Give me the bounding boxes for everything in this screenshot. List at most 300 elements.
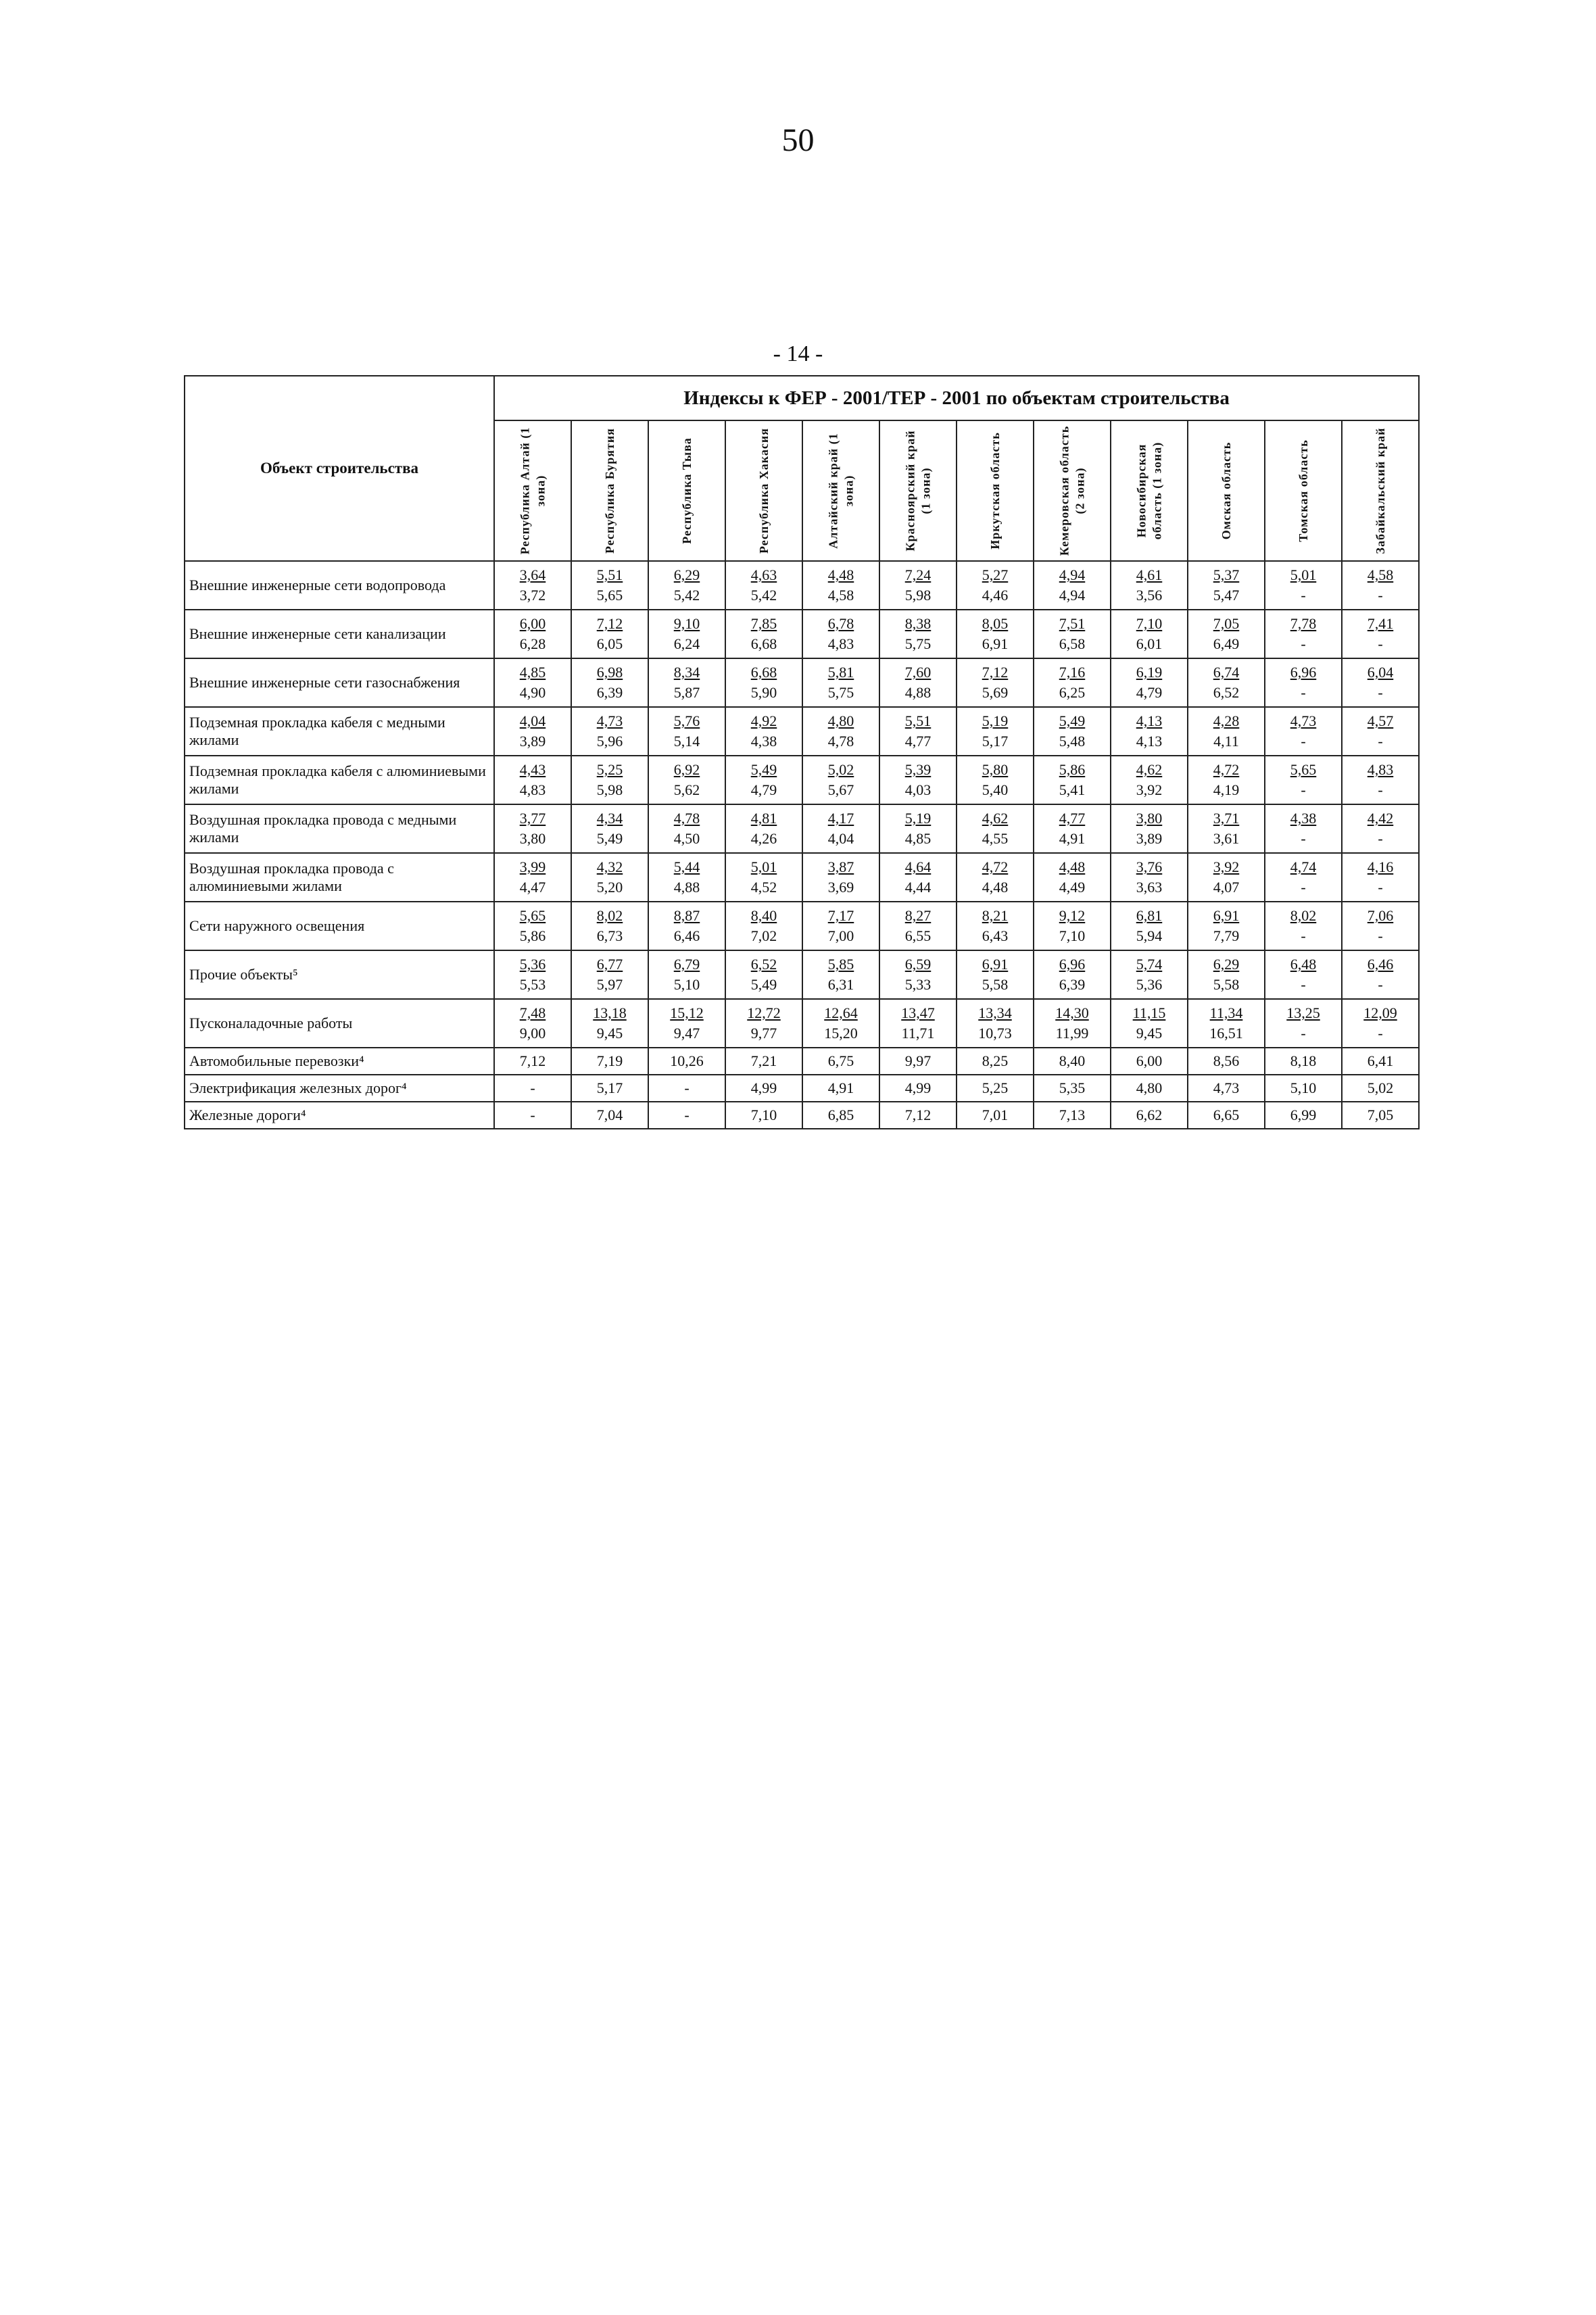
table-cell bbox=[1265, 950, 1342, 999]
cell-value-primary: 4,38 bbox=[1290, 810, 1317, 827]
row-label: Внешние инженерные сети водопровода bbox=[185, 561, 494, 610]
table-cell bbox=[1265, 902, 1342, 950]
table-cell bbox=[1034, 902, 1111, 950]
cell-value-primary: 5,01 bbox=[750, 858, 777, 876]
cell-value-secondary: 6,28 bbox=[519, 635, 546, 652]
table-cell bbox=[802, 999, 879, 1048]
table-cell bbox=[879, 658, 957, 707]
cell-value-secondary: 6,39 bbox=[1059, 976, 1086, 993]
table-cell bbox=[802, 902, 879, 950]
cell-value-primary: 6,79 bbox=[673, 956, 700, 973]
cell-value-secondary: 6,55 bbox=[904, 927, 932, 944]
table-cell bbox=[1188, 950, 1265, 999]
table-cell bbox=[1342, 561, 1419, 610]
table-row bbox=[185, 902, 1419, 950]
column-header-label: Кемеровская область (2 зона) bbox=[1057, 425, 1086, 556]
cell-value-primary: 4,83 bbox=[1367, 761, 1394, 779]
cell-value-secondary: 4,79 bbox=[750, 781, 777, 798]
table-cell bbox=[648, 950, 725, 999]
table-cell bbox=[1188, 658, 1265, 707]
table-cell: 6,65 bbox=[1188, 1102, 1265, 1129]
table-cell bbox=[879, 756, 957, 804]
table-cell bbox=[1188, 610, 1265, 658]
table-cell: 7,05 bbox=[1342, 1102, 1419, 1129]
cell-value-secondary: 3,89 bbox=[1136, 830, 1163, 847]
table-cell bbox=[879, 950, 957, 999]
table-cell: 6,62 bbox=[1111, 1102, 1188, 1129]
table-row bbox=[185, 853, 1419, 902]
table-row bbox=[185, 1075, 1419, 1102]
table-cell: 5,17 bbox=[571, 1075, 648, 1102]
table-cell: 5,10 bbox=[1265, 1075, 1342, 1102]
cell-value-secondary: 6,05 bbox=[596, 635, 623, 652]
cell-value-secondary: 9,00 bbox=[519, 1025, 546, 1042]
table-cell: 8,40 bbox=[1034, 1048, 1111, 1075]
cell-value-primary: 6,77 bbox=[596, 956, 623, 973]
cell-value-primary: 11,15 bbox=[1132, 1004, 1166, 1022]
table-cell bbox=[1034, 853, 1111, 902]
cell-value-secondary: 4,44 bbox=[904, 879, 932, 896]
cell-value-primary: 6,00 bbox=[519, 615, 546, 633]
table-cell bbox=[957, 658, 1034, 707]
column-header-label: Омская область bbox=[1219, 441, 1233, 540]
table-cell bbox=[648, 902, 725, 950]
cell-value-primary: 6,91 bbox=[982, 956, 1009, 973]
cell-value-primary: 12,72 bbox=[747, 1004, 781, 1022]
cell-value-secondary: 5,10 bbox=[673, 976, 700, 993]
table-cell bbox=[957, 999, 1034, 1048]
cell-value-primary: 7,12 bbox=[982, 664, 1009, 681]
column-header bbox=[1034, 420, 1111, 561]
table-cell bbox=[725, 610, 802, 658]
table-cell bbox=[802, 756, 879, 804]
cell-value-secondary: 5,49 bbox=[750, 976, 777, 993]
table-cell bbox=[571, 707, 648, 756]
cell-value-secondary: 4,48 bbox=[982, 879, 1009, 896]
cell-value-secondary: - bbox=[1378, 976, 1383, 993]
row-label: Подземная прокладка кабеля с алюминиевыми жилами bbox=[185, 756, 494, 804]
cell-value-primary: 12,09 bbox=[1363, 1004, 1397, 1022]
row-label: Автомобильные перевозки⁴ bbox=[185, 1048, 494, 1075]
table-cell bbox=[1265, 610, 1342, 658]
cell-value-secondary: 4,83 bbox=[519, 781, 546, 798]
cell-value-secondary: 3,89 bbox=[519, 733, 546, 750]
row-label: Подземная прокладка кабеля с медными жилами bbox=[185, 707, 494, 756]
object-header: Объект строительства bbox=[185, 376, 494, 561]
cell-value-primary: 4,62 bbox=[982, 810, 1009, 827]
table-cell bbox=[571, 999, 648, 1048]
cell-value-secondary: - bbox=[1301, 927, 1306, 944]
cell-value-primary: 6,52 bbox=[750, 956, 777, 973]
table-cell: 7,21 bbox=[725, 1048, 802, 1075]
table-cell bbox=[725, 561, 802, 610]
cell-value-primary: 4,17 bbox=[827, 810, 854, 827]
cell-value-secondary: 5,20 bbox=[596, 879, 623, 896]
cell-value-secondary: 4,88 bbox=[904, 684, 932, 701]
cell-value-secondary: 5,87 bbox=[673, 684, 700, 701]
cell-value-primary: 5,49 bbox=[750, 761, 777, 779]
cell-value-secondary: - bbox=[1378, 587, 1383, 604]
table-cell bbox=[957, 902, 1034, 950]
cell-value-secondary: 6,24 bbox=[673, 635, 700, 652]
table-cell bbox=[725, 950, 802, 999]
cell-value-primary: 7,78 bbox=[1290, 615, 1317, 633]
cell-value-primary: 7,41 bbox=[1367, 615, 1394, 633]
cell-value-primary: 7,51 bbox=[1059, 615, 1086, 633]
cell-value-primary: 5,19 bbox=[982, 712, 1009, 730]
cell-value-secondary: 6,52 bbox=[1213, 684, 1240, 701]
cell-value-primary: 4,16 bbox=[1367, 858, 1394, 876]
table-cell: 4,73 bbox=[1188, 1075, 1265, 1102]
cell-value-secondary: 4,38 bbox=[750, 733, 777, 750]
cell-value-primary: 5,27 bbox=[982, 566, 1009, 584]
table-cell bbox=[879, 902, 957, 950]
cell-value-primary: 5,80 bbox=[982, 761, 1009, 779]
column-header-label: Иркутская область bbox=[988, 432, 1002, 550]
table-cell bbox=[1188, 902, 1265, 950]
cell-value-secondary: 3,63 bbox=[1136, 879, 1163, 896]
column-header bbox=[1265, 420, 1342, 561]
cell-value-primary: 4,63 bbox=[750, 566, 777, 584]
cell-value-primary: 4,73 bbox=[1290, 712, 1317, 730]
cell-value-primary: 4,34 bbox=[596, 810, 623, 827]
cell-value-secondary: 5,75 bbox=[827, 684, 854, 701]
cell-value-primary: 6,96 bbox=[1059, 956, 1086, 973]
cell-value-primary: 6,81 bbox=[1136, 907, 1163, 925]
cell-value-primary: 6,91 bbox=[1213, 907, 1240, 925]
cell-value-secondary: 4,91 bbox=[1059, 830, 1086, 847]
cell-value-secondary: 3,56 bbox=[1136, 587, 1163, 604]
cell-value-secondary: 6,43 bbox=[982, 927, 1009, 944]
table-cell bbox=[648, 804, 725, 853]
table-cell bbox=[1034, 804, 1111, 853]
cell-value-primary: 6,19 bbox=[1136, 664, 1163, 681]
cell-value-primary: 9,10 bbox=[673, 615, 700, 633]
table-cell: 8,25 bbox=[957, 1048, 1034, 1075]
cell-value-primary: 7,06 bbox=[1367, 907, 1394, 925]
cell-value-secondary: 5,90 bbox=[750, 684, 777, 701]
cell-value-secondary: 4,50 bbox=[673, 830, 700, 847]
cell-value-primary: 3,76 bbox=[1136, 858, 1163, 876]
table-cell bbox=[571, 756, 648, 804]
main-header: Индексы к ФЕР - 2001/ТЕР - 2001 по объектам строительства bbox=[494, 376, 1419, 420]
cell-value-primary: 8,02 bbox=[596, 907, 623, 925]
table-cell bbox=[1342, 658, 1419, 707]
cell-value-secondary: - bbox=[1301, 587, 1306, 604]
cell-value-primary: 4,42 bbox=[1367, 810, 1394, 827]
table-cell bbox=[1265, 561, 1342, 610]
table-cell bbox=[725, 707, 802, 756]
cell-value-secondary: 4,49 bbox=[1059, 879, 1086, 896]
column-header bbox=[725, 420, 802, 561]
cell-value-secondary: 4,03 bbox=[904, 781, 932, 798]
column-header bbox=[571, 420, 648, 561]
table-cell bbox=[802, 658, 879, 707]
cell-value-primary: 5,51 bbox=[904, 712, 932, 730]
table-cell bbox=[1111, 999, 1188, 1048]
table-cell bbox=[1111, 950, 1188, 999]
cell-value-secondary: 7,00 bbox=[827, 927, 854, 944]
cell-value-primary: 8,40 bbox=[750, 907, 777, 925]
cell-value-secondary: 5,75 bbox=[904, 635, 932, 652]
cell-value-secondary: 5,62 bbox=[673, 781, 700, 798]
table-cell bbox=[1342, 610, 1419, 658]
table-cell: 4,99 bbox=[725, 1075, 802, 1102]
table-cell bbox=[494, 707, 571, 756]
table-cell bbox=[1111, 853, 1188, 902]
cell-value-primary: 7,05 bbox=[1213, 615, 1240, 633]
column-header bbox=[957, 420, 1034, 561]
cell-value-secondary: 7,79 bbox=[1213, 927, 1240, 944]
table-row bbox=[185, 804, 1419, 853]
cell-value-secondary: 3,72 bbox=[519, 587, 546, 604]
cell-value-primary: 6,68 bbox=[750, 664, 777, 681]
table-cell bbox=[1342, 999, 1419, 1048]
cell-value-secondary: 4,47 bbox=[519, 879, 546, 896]
cell-value-secondary: 5,47 bbox=[1213, 587, 1240, 604]
cell-value-primary: 6,92 bbox=[673, 761, 700, 779]
column-header-label: Алтайский край (1 зона) bbox=[826, 433, 855, 549]
cell-value-primary: 6,74 bbox=[1213, 664, 1240, 681]
cell-value-primary: 6,04 bbox=[1367, 664, 1394, 681]
cell-value-secondary: 9,47 bbox=[673, 1025, 700, 1042]
cell-value-primary: 4,92 bbox=[750, 712, 777, 730]
table-cell bbox=[494, 610, 571, 658]
table-cell: - bbox=[648, 1102, 725, 1129]
cell-value-secondary: - bbox=[1378, 635, 1383, 652]
cell-value-primary: 8,21 bbox=[982, 907, 1009, 925]
table-cell bbox=[1265, 853, 1342, 902]
table-cell bbox=[494, 658, 571, 707]
cell-value-primary: 3,80 bbox=[1136, 810, 1163, 827]
column-header-label: Красноярский край (1 зона) bbox=[903, 430, 932, 552]
table-cell bbox=[1188, 999, 1265, 1048]
table-cell bbox=[802, 561, 879, 610]
cell-value-secondary: 11,71 bbox=[901, 1025, 935, 1042]
table-cell bbox=[1034, 756, 1111, 804]
cell-value-primary: 5,19 bbox=[904, 810, 932, 827]
cell-value-secondary: 4,52 bbox=[750, 879, 777, 896]
cell-value-primary: 4,48 bbox=[1059, 858, 1086, 876]
table-cell bbox=[879, 561, 957, 610]
cell-value-secondary: 5,41 bbox=[1059, 781, 1086, 798]
table-cell: - bbox=[648, 1075, 725, 1102]
table-cell bbox=[957, 561, 1034, 610]
cell-value-secondary: 5,98 bbox=[904, 587, 932, 604]
table-cell: 4,91 bbox=[802, 1075, 879, 1102]
row-label: Внешние инженерные сети канализации bbox=[185, 610, 494, 658]
table-cell bbox=[957, 756, 1034, 804]
table-cell bbox=[494, 804, 571, 853]
cell-value-secondary: 3,69 bbox=[827, 879, 854, 896]
cell-value-primary: 8,34 bbox=[673, 664, 700, 681]
cell-value-secondary: 5,86 bbox=[519, 927, 546, 944]
cell-value-secondary: 4,78 bbox=[827, 733, 854, 750]
cell-value-secondary: - bbox=[1301, 1025, 1306, 1042]
column-header-label: Республика Бурятия bbox=[602, 428, 616, 554]
table-cell bbox=[1342, 950, 1419, 999]
cell-value-secondary: 4,83 bbox=[827, 635, 854, 652]
table-cell: 7,10 bbox=[725, 1102, 802, 1129]
table-cell: 7,01 bbox=[957, 1102, 1034, 1129]
table-cell: 6,99 bbox=[1265, 1102, 1342, 1129]
table-cell bbox=[1265, 804, 1342, 853]
table-row bbox=[185, 1102, 1419, 1129]
table-cell: 8,18 bbox=[1265, 1048, 1342, 1075]
cell-value-primary: 4,62 bbox=[1136, 761, 1163, 779]
cell-value-primary: 3,77 bbox=[519, 810, 546, 827]
table-cell bbox=[1342, 902, 1419, 950]
cell-value-primary: 11,34 bbox=[1209, 1004, 1243, 1022]
row-label: Пусконаладочные работы bbox=[185, 999, 494, 1048]
cell-value-secondary: - bbox=[1378, 1025, 1383, 1042]
cell-value-primary: 7,85 bbox=[750, 615, 777, 633]
cell-value-secondary: 7,02 bbox=[750, 927, 777, 944]
cell-value-primary: 5,02 bbox=[827, 761, 854, 779]
column-header bbox=[802, 420, 879, 561]
cell-value-primary: 6,29 bbox=[1213, 956, 1240, 973]
cell-value-primary: 5,74 bbox=[1136, 956, 1163, 973]
table-cell bbox=[1034, 950, 1111, 999]
cell-value-secondary: 4,85 bbox=[904, 830, 932, 847]
cell-value-primary: 5,81 bbox=[827, 664, 854, 681]
table-cell bbox=[725, 804, 802, 853]
cell-value-secondary: 4,90 bbox=[519, 684, 546, 701]
table-cell bbox=[571, 561, 648, 610]
table-row bbox=[185, 756, 1419, 804]
table-cell bbox=[648, 756, 725, 804]
table-cell bbox=[1188, 756, 1265, 804]
table-cell bbox=[1111, 610, 1188, 658]
cell-value-secondary: - bbox=[1378, 830, 1383, 847]
cell-value-secondary: 7,10 bbox=[1059, 927, 1086, 944]
cell-value-secondary: - bbox=[1378, 879, 1383, 896]
cell-value-primary: 13,25 bbox=[1286, 1004, 1320, 1022]
cell-value-secondary: 5,49 bbox=[596, 830, 623, 847]
cell-value-primary: 7,48 bbox=[519, 1004, 546, 1022]
cell-value-primary: 6,96 bbox=[1290, 664, 1317, 681]
cell-value-secondary: - bbox=[1378, 733, 1383, 750]
cell-value-secondary: 5,69 bbox=[982, 684, 1009, 701]
cell-value-primary: 4,94 bbox=[1059, 566, 1086, 584]
column-header-label: Новосибирская область (1 зона) bbox=[1134, 441, 1163, 540]
table-cell: 4,80 bbox=[1111, 1075, 1188, 1102]
cell-value-secondary: - bbox=[1301, 635, 1306, 652]
row-label: Железные дороги⁴ bbox=[185, 1102, 494, 1129]
cell-value-secondary: 5,65 bbox=[596, 587, 623, 604]
table-cell: - bbox=[494, 1102, 571, 1129]
table-cell bbox=[725, 658, 802, 707]
cell-value-secondary: 4,46 bbox=[982, 587, 1009, 604]
cell-value-secondary: - bbox=[1301, 830, 1306, 847]
cell-value-secondary: - bbox=[1301, 684, 1306, 701]
cell-value-primary: 8,87 bbox=[673, 907, 700, 925]
table-cell bbox=[879, 707, 957, 756]
cell-value-primary: 14,30 bbox=[1055, 1004, 1089, 1022]
table-cell bbox=[494, 561, 571, 610]
cell-value-primary: 15,12 bbox=[670, 1004, 704, 1022]
column-header bbox=[1188, 420, 1265, 561]
cell-value-primary: 4,61 bbox=[1136, 566, 1163, 584]
cell-value-primary: 6,98 bbox=[596, 664, 623, 681]
column-header-label: Забайкальский край bbox=[1373, 427, 1387, 554]
table-cell: 5,35 bbox=[1034, 1075, 1111, 1102]
column-header bbox=[648, 420, 725, 561]
table-cell bbox=[571, 950, 648, 999]
cell-value-secondary: 9,45 bbox=[1136, 1025, 1163, 1042]
cell-value-secondary: - bbox=[1301, 781, 1306, 798]
cell-value-primary: 4,57 bbox=[1367, 712, 1394, 730]
table-cell bbox=[725, 853, 802, 902]
cell-value-secondary: 3,61 bbox=[1213, 830, 1240, 847]
cell-value-primary: 3,87 bbox=[827, 858, 854, 876]
cell-value-primary: 6,59 bbox=[904, 956, 932, 973]
index-table bbox=[184, 375, 1420, 1129]
cell-value-primary: 4,04 bbox=[519, 712, 546, 730]
table-cell bbox=[1111, 707, 1188, 756]
cell-value-secondary: 10,73 bbox=[978, 1025, 1012, 1042]
table-cell bbox=[802, 707, 879, 756]
table-cell bbox=[648, 561, 725, 610]
cell-value-secondary: - bbox=[1301, 879, 1306, 896]
table-cell: 5,02 bbox=[1342, 1075, 1419, 1102]
table-cell bbox=[802, 804, 879, 853]
cell-value-secondary: 5,17 bbox=[982, 733, 1009, 750]
cell-value-secondary: 5,33 bbox=[904, 976, 932, 993]
cell-value-secondary: 5,53 bbox=[519, 976, 546, 993]
cell-value-primary: 7,16 bbox=[1059, 664, 1086, 681]
cell-value-secondary: 5,40 bbox=[982, 781, 1009, 798]
cell-value-secondary: 4,55 bbox=[982, 830, 1009, 847]
table-row bbox=[185, 950, 1419, 999]
cell-value-secondary: 5,42 bbox=[673, 587, 700, 604]
cell-value-primary: 5,44 bbox=[673, 858, 700, 876]
table-cell bbox=[494, 999, 571, 1048]
table-cell bbox=[648, 658, 725, 707]
table-row bbox=[185, 707, 1419, 756]
table-cell bbox=[571, 658, 648, 707]
table-cell bbox=[1342, 853, 1419, 902]
sub-page-number: - 14 - bbox=[773, 341, 823, 366]
table-cell: 5,25 bbox=[957, 1075, 1034, 1102]
cell-value-secondary: 9,45 bbox=[596, 1025, 623, 1042]
cell-value-secondary: 5,58 bbox=[982, 976, 1009, 993]
table-cell bbox=[725, 902, 802, 950]
table-cell bbox=[1034, 707, 1111, 756]
table-cell bbox=[494, 756, 571, 804]
table-cell bbox=[957, 610, 1034, 658]
cell-value-primary: 5,25 bbox=[596, 761, 623, 779]
table-cell bbox=[957, 804, 1034, 853]
row-label: Воздушная прокладка провода с медными жилами bbox=[185, 804, 494, 853]
cell-value-secondary: 5,48 bbox=[1059, 733, 1086, 750]
cell-value-secondary: 4,94 bbox=[1059, 587, 1086, 604]
cell-value-secondary: 6,73 bbox=[596, 927, 623, 944]
table-cell: 6,75 bbox=[802, 1048, 879, 1075]
table-cell bbox=[1111, 658, 1188, 707]
cell-value-primary: 6,78 bbox=[827, 615, 854, 633]
cell-value-secondary: 4,88 bbox=[673, 879, 700, 896]
table-cell bbox=[725, 756, 802, 804]
table-cell: 7,12 bbox=[494, 1048, 571, 1075]
table-cell: 9,97 bbox=[879, 1048, 957, 1075]
cell-value-secondary: 6,91 bbox=[982, 635, 1009, 652]
table-cell bbox=[802, 610, 879, 658]
cell-value-secondary: 5,94 bbox=[1136, 927, 1163, 944]
cell-value-primary: 4,81 bbox=[750, 810, 777, 827]
cell-value-primary: 4,74 bbox=[1290, 858, 1317, 876]
table-cell bbox=[571, 610, 648, 658]
